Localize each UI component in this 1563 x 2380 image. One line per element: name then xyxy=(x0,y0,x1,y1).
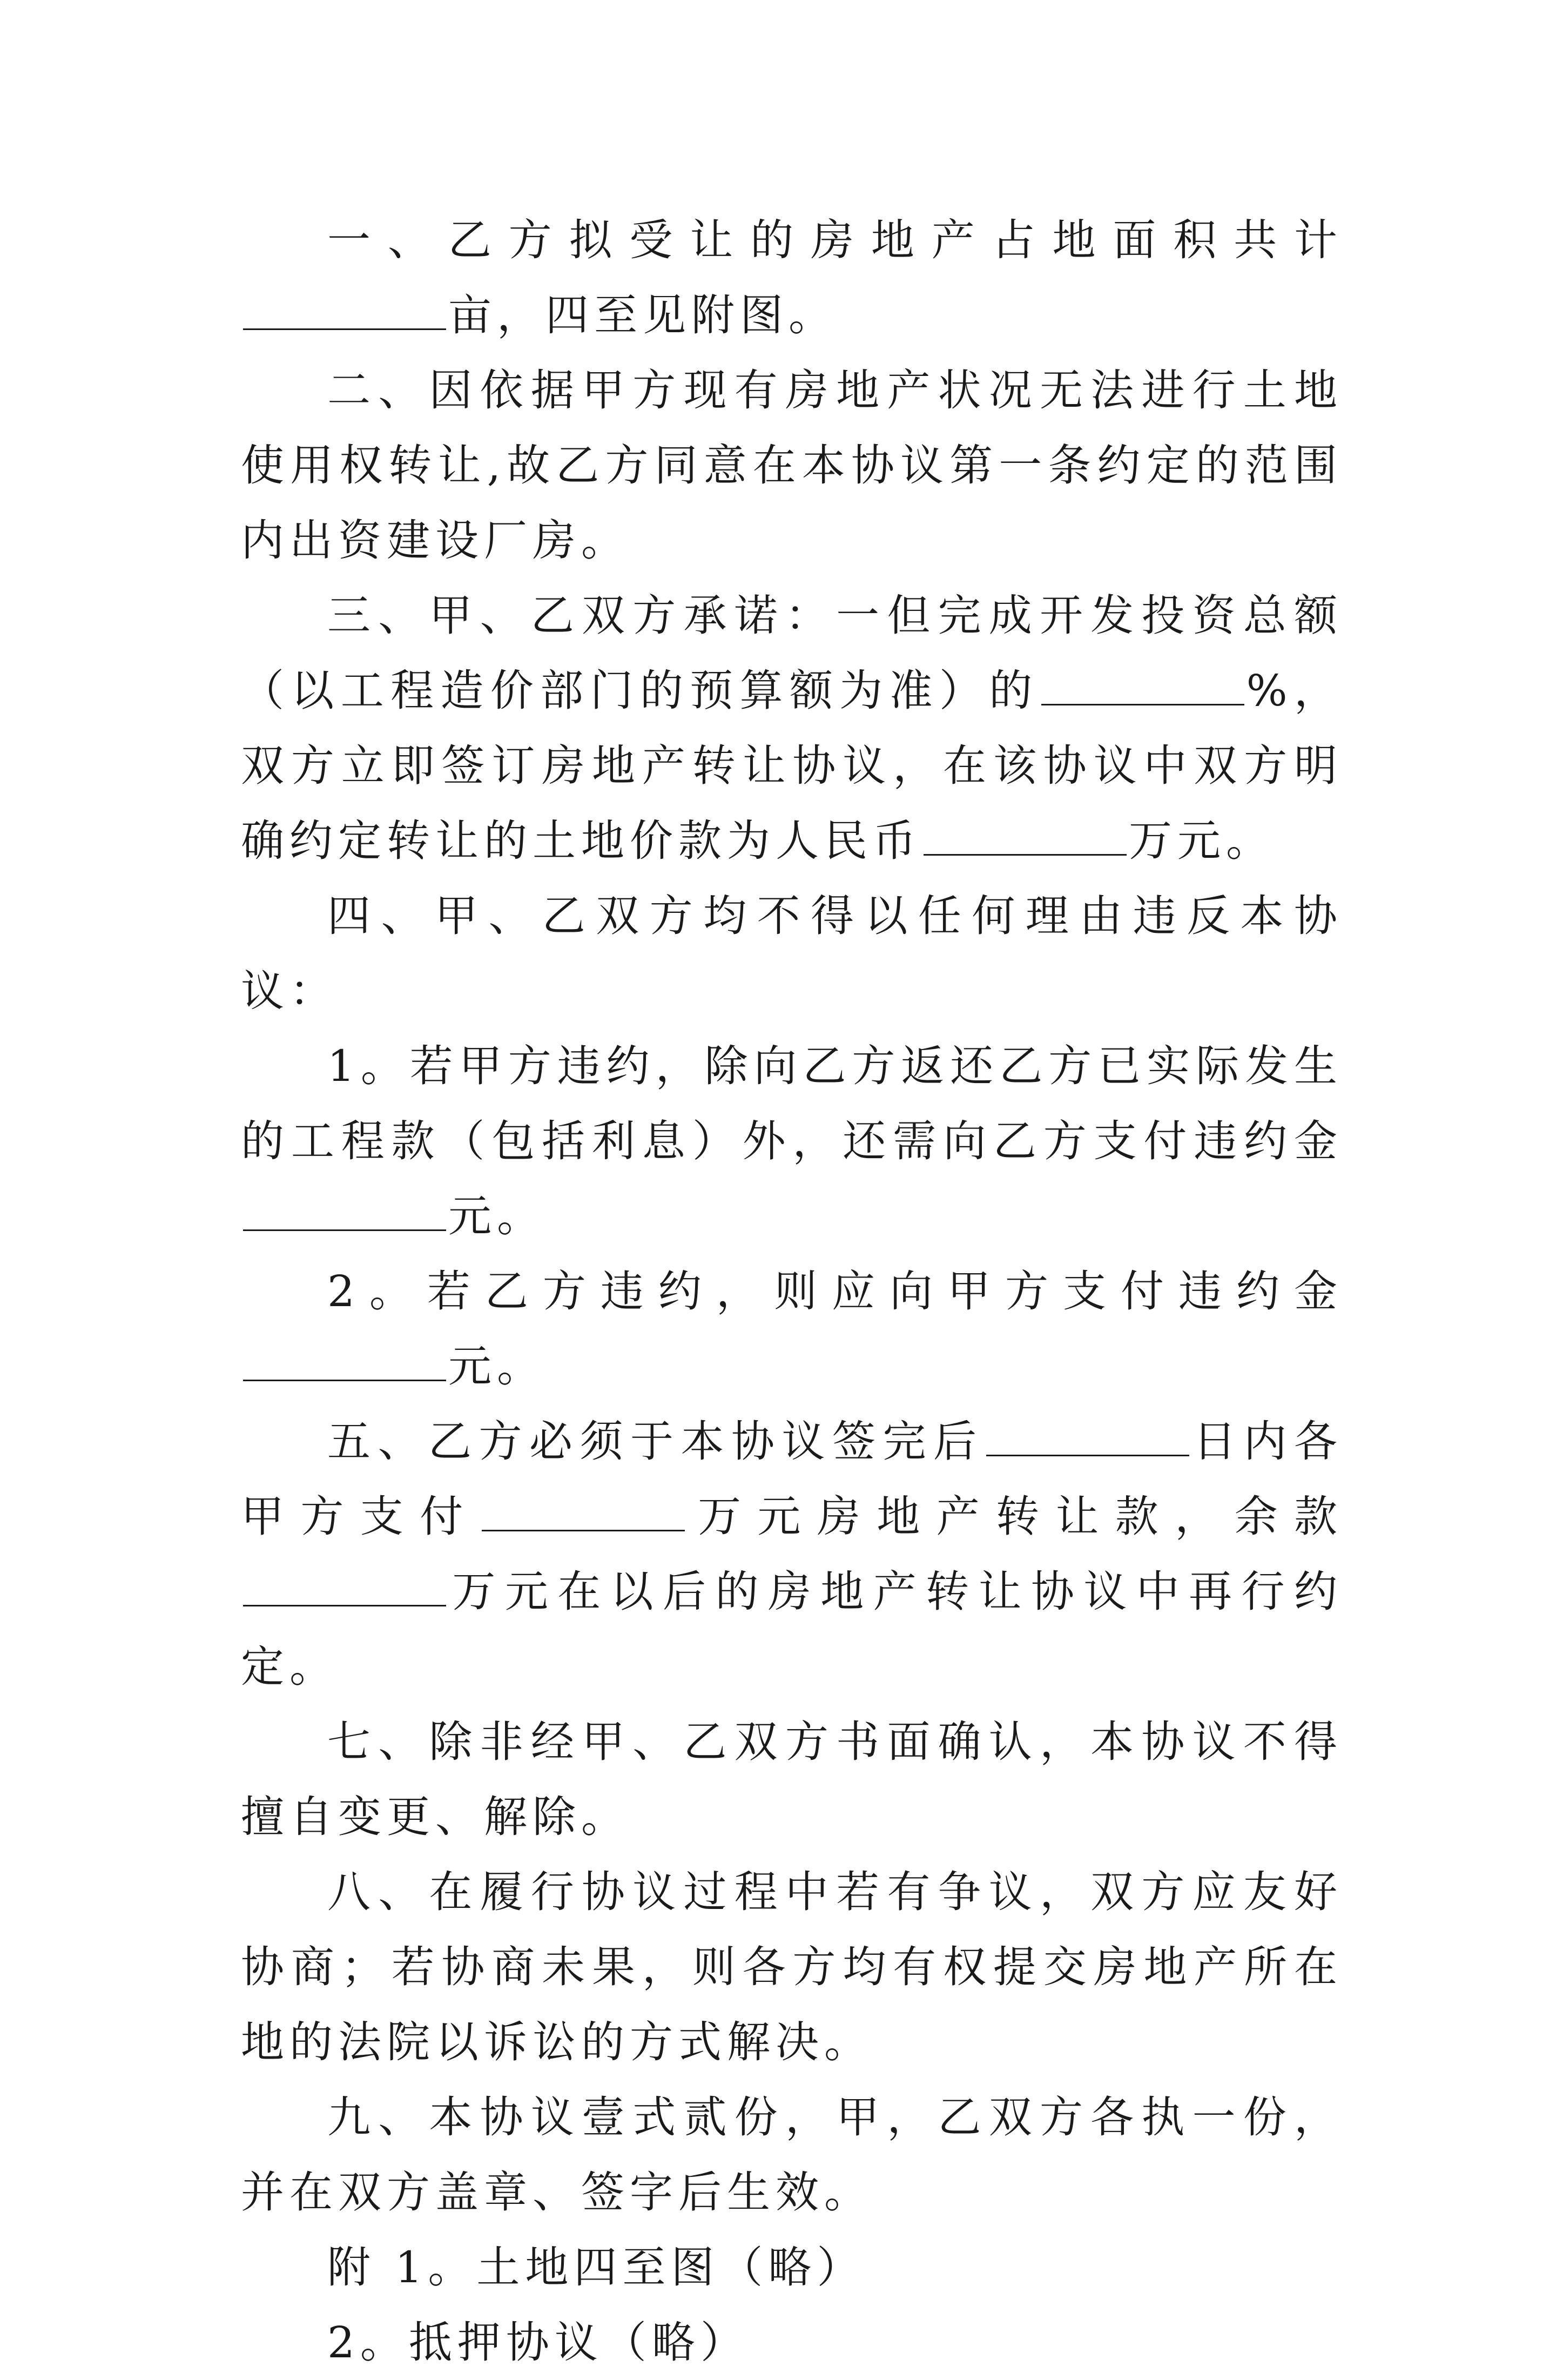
clause-5 xyxy=(241,1404,1343,1704)
clause-3 xyxy=(241,578,1343,878)
clause-4-item-2 xyxy=(241,1254,1343,1404)
clause-9: 九、本协议壹式贰份，甲，乙双方各执一份，并在双方盖章、签字后生效。 xyxy=(241,2092,1343,2217)
blank-field xyxy=(243,295,446,330)
item-2-text-b: 元。 xyxy=(448,1341,545,1391)
clause-1-text-a: 一、乙方拟受让的房地产占地面积共计 xyxy=(327,215,1343,265)
item-1-text-a: 1。若甲方违约，除向乙方返还乙方已实际发生的工程款（包括利息）外，还需向乙方支付违约金 xyxy=(241,1041,1343,1166)
clause-3-text-a: 三、甲、乙双方承诺：一但完成开发投资总额（以工程造价部门的预算额为准）的 xyxy=(241,590,1343,716)
blank-field xyxy=(243,1196,446,1231)
document-page xyxy=(241,203,1343,2380)
clause-2: 二、因依据甲方现有房地产状况无法进行土地使用权转让,故乙方同意在本协议第一条约定的范围内出资建设厂房。 xyxy=(241,365,1343,566)
item-2-text-a: 2。若乙方违约，则应向甲方支付违约金 xyxy=(327,1266,1343,1316)
clause-8: 八、在履行协议过程中若有争议，双方应友好协商；若协商未果，则各方均有权提交房地产所在地的法院以诉讼的方式解决。 xyxy=(241,1867,1343,2067)
clause-7: 七、除非经甲、乙双方书面确认，本协议不得擅自变更、解除。 xyxy=(241,1717,1343,1842)
clause-3-text-c: 万元。 xyxy=(1129,816,1275,866)
blank-field xyxy=(924,821,1127,856)
clause-5-text-a: 五、乙方必须于本协议签完后 xyxy=(327,1416,984,1467)
clause-1 xyxy=(241,203,1343,353)
clause-3-text-b: %，双方立即签订房地产转让协议，在该协议中双方明确约定转让的土地价款为人民币 xyxy=(241,665,1343,866)
attachment-2: 2。抵押协议（略） xyxy=(327,2317,749,2368)
attachment-1: 附 1。土地四至图（略） xyxy=(327,2242,866,2292)
blank-field xyxy=(482,1496,685,1531)
clause-5-text-d: 万元在以后的房地产转让协议中再行约定。 xyxy=(241,1567,1343,1692)
clause-4-item-1 xyxy=(241,1028,1343,1254)
clause-5-text-c: 万元房地产转让款，余款 xyxy=(686,1491,1343,1542)
clause-5-text-b: 日内各甲方支付 xyxy=(241,1416,1343,1542)
blank-field xyxy=(1041,670,1244,705)
blank-field xyxy=(243,1346,446,1381)
blank-field xyxy=(986,1421,1189,1456)
clause-4: 四、甲、乙双方均不得以任何理由违反本协议： xyxy=(241,891,1343,1016)
blank-field xyxy=(243,1571,446,1606)
item-1-text-b: 元。 xyxy=(448,1191,545,1241)
clause-1-text-b: 亩，四至见附图。 xyxy=(448,290,837,340)
